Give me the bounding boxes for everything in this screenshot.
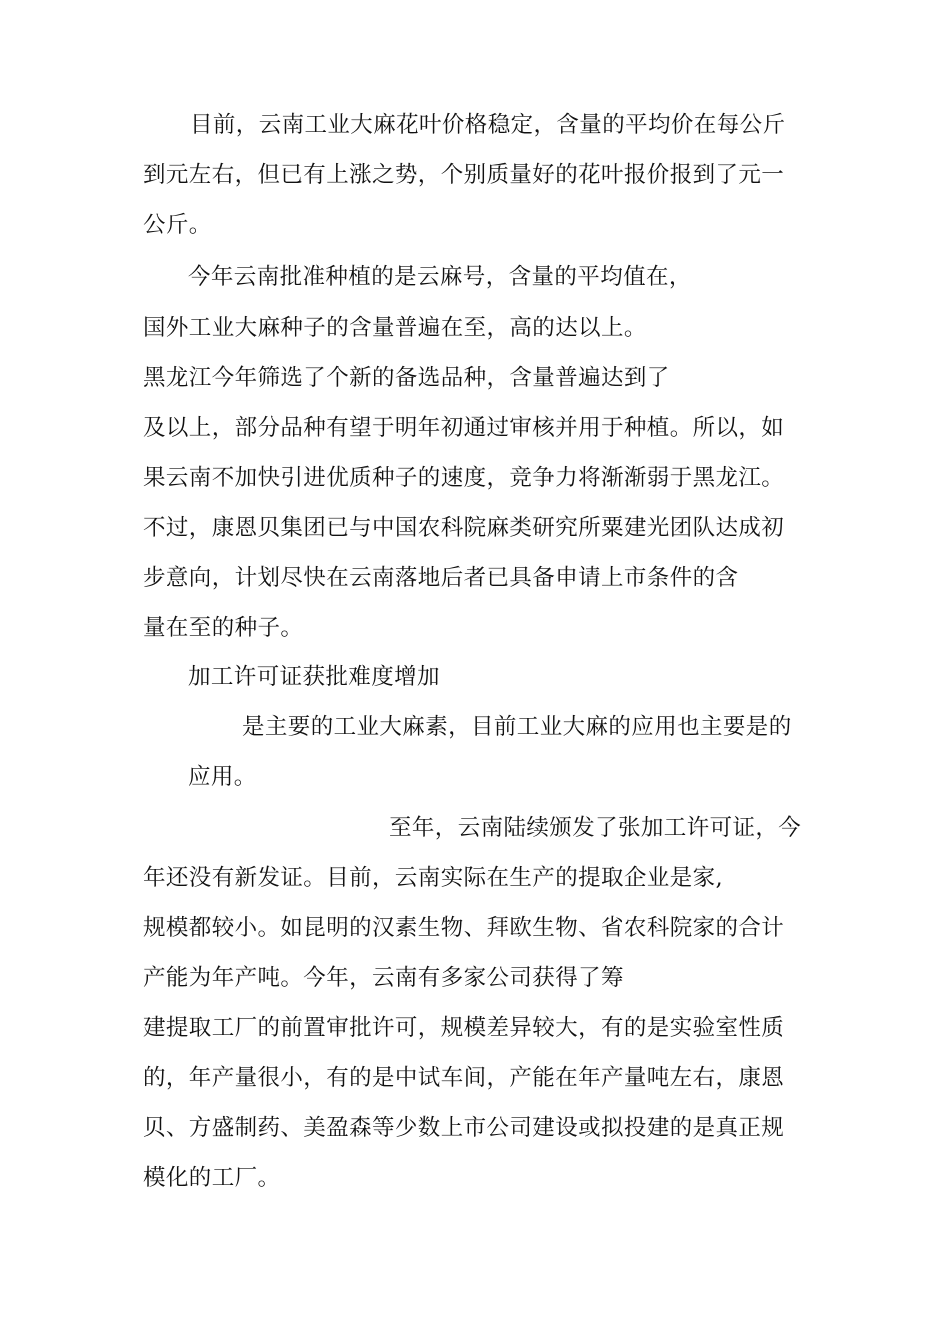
text-line: 目前，云南工业大麻花叶价格稳定，含量的平均价在每公斤 — [190, 112, 786, 138]
text-line: 贝、方盛制药、美盈森等少数上市公司建设或拟投建的是真正规 — [143, 1115, 785, 1141]
text-line: 果云南不加快引进优质种子的速度，竞争力将渐渐弱于黑龙江。 — [143, 465, 785, 491]
text-line: 的，年产量很小，有的是中试车间，产能在年产量吨左右，康恩 — [143, 1065, 785, 1091]
text-line: 至年，云南陆续颁发了张加工许可证，今 — [389, 815, 802, 841]
text-line: 今年云南批准种植的是云麻号，含量的平均值在， — [188, 264, 692, 290]
text-line: 量在至的种子。 — [143, 615, 304, 641]
text-line: 国外工业大麻种子的含量普遍在至，高的达以上。 — [143, 315, 647, 341]
text-line: 模化的工厂。 — [143, 1165, 281, 1191]
text-line: 建提取工厂的前置审批许可，规模差异较大，有的是实验室性质 — [143, 1015, 785, 1041]
text-line: 年还没有新发证。目前，云南实际在生产的提取企业是家, — [143, 865, 724, 891]
text-line: 不过，康恩贝集团已与中国农科院麻类研究所粟建光团队达成初 — [143, 515, 785, 541]
text-line: 应用。 — [188, 764, 257, 790]
text-line: 黑龙江今年筛选了个新的备选品种，含量普遍达到了 — [143, 365, 670, 391]
text-line: 是主要的工业大麻素，目前工业大麻的应用也主要是的 — [242, 714, 792, 740]
text-line: 及以上，部分品种有望于明年初通过审核并用于种植。所以，如 — [143, 415, 785, 441]
text-line: 规模都较小。如昆明的汉素生物、拜欧生物、省农科院家的合计 — [143, 915, 785, 941]
text-line: 步意向，计划尽快在云南落地后者已具备申请上市条件的含 — [143, 565, 739, 591]
section-heading: 加工许可证获批难度增加 — [188, 664, 440, 690]
text-line: 公斤。 — [143, 212, 212, 238]
text-line: 产能为年产吨。今年，云南有多家公司获得了筹 — [143, 965, 624, 991]
text-line: 到元左右，但已有上涨之势，个别质量好的花叶报价报到了元一 — [143, 162, 785, 188]
